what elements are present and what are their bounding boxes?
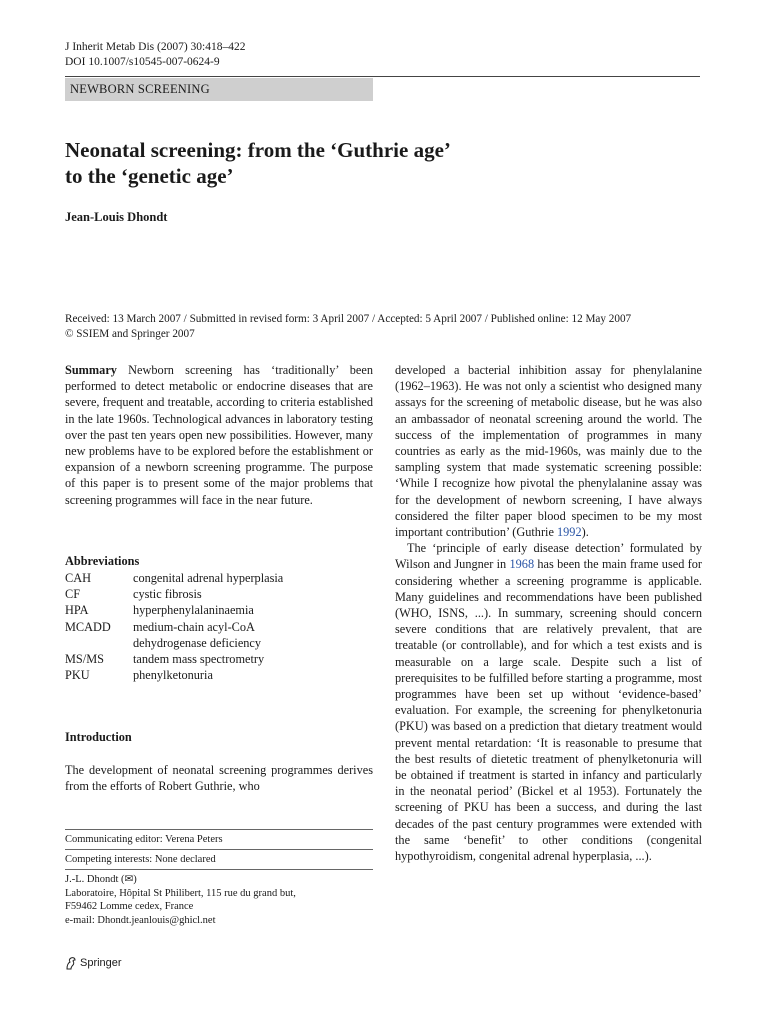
summary-block	[65, 362, 373, 508]
footnote-rule	[65, 829, 373, 830]
corresponding-address	[65, 873, 373, 927]
article-title	[65, 137, 665, 189]
paragraph: The ‘principle of early disease detection’ formulated by Wilson and Jungner in 1968 has been the main frame used for considering whether a screening programme is applicable. Many guidelines and recommendations have been published (WHO, ISNS, ...). In summary, screening should concern severe conditions that are relatively prevalent, that are treatable (or controllable), and for which a test exists and is measurable on a large scale. Despite such a list of prerequisites to be fulfilled before starting a programme, most programmes have been set up without ‘evidence-based’ evaluation. For example, the screening for phenylketonuria (PKU) was based on a prediction that dietary treatment would prevent mental retardation: ‘It is reasonable to presume that the best results of dietetic treatment of phenylketonuria will be obtained if treatment is started in infancy and particularly in the neonatal period’ (Bickel et al 1953). Fortunately the screening of PKU has been a success, and during the last decades of the past century programmes were extended with the same ‘benefit’ to other conditions (congenital hypothyroidism, congenital adrenal hyperplasia, ...).	[395, 541, 702, 864]
abbreviation-row: CAH congenital adrenal hyperplasia	[65, 571, 284, 585]
address-line: F59462 Lomme cedex, France	[65, 901, 194, 912]
title-line-2: to the ‘genetic age’	[65, 164, 234, 188]
journal-header	[65, 40, 245, 70]
abbreviation-row: CF cystic fibrosis	[65, 587, 202, 602]
abbreviation-row: MCADD medium-chain acyl-CoA	[65, 619, 255, 634]
publisher-name: Springer	[80, 957, 122, 969]
footnote-rule	[65, 849, 373, 850]
summary-label: Summary	[65, 363, 117, 377]
abbreviation-row: PKU phenylketonuria	[65, 668, 213, 683]
copyright-line: © SSIEM and Springer 2007	[65, 328, 195, 340]
journal-citation: J Inherit Metab Dis (2007) 30:418–422	[65, 41, 246, 53]
address-line: Laboratoire, Hôpital St Philibert, 115 rue du grand but,	[65, 887, 296, 899]
address-name: J.-L. Dhondt (✉)	[65, 874, 137, 885]
author-name: Jean-Louis Dhondt	[65, 210, 168, 224]
springer-horse-icon	[65, 956, 77, 970]
citation-link[interactable]: 1992	[557, 525, 582, 540]
abbreviation-row: MS/MS tandem mass spectrometry	[65, 652, 265, 667]
abbreviations-list	[65, 570, 373, 683]
summary-text: Newborn screening has ‘traditionally’ been performed to detect metabolic or endocrine diseases that are severe, frequent and treatable, according to criteria established in the late 1960s. Technological advances in laboratory testing over the past ten years open new possibilities. However, many new problems have to be explored before the establishment or expansion of a newborn screening programme. The purpose of this paper is to present some of the major problems that screening programmes will face in the near future.	[65, 363, 373, 507]
publication-dates	[65, 312, 705, 342]
communicating-editor: Communicating editor: Verena Peters	[65, 834, 223, 845]
competing-interests: Competing interests: None declared	[65, 854, 216, 865]
abbreviation-row: dehydrogenase deficiency	[133, 635, 262, 650]
footnote-rule	[65, 869, 373, 870]
abbreviations-heading: Abbreviations	[65, 554, 140, 568]
paragraph: developed a bacterial inhibition assay for phenylalanine (1962–1963). He was not only a scientist who designed many assays for the screening of metabolic disease, but he was also an ambassador of neonatal screening around the world. The success of the implementation of programmes in many countries as early as the mid-1960s, was mainly due to the sampling system that made systematic screening possible: ‘While I recognize how pivotal the phenylalanine assay was for the development of newborn screening, I have always considered the filter paper blood specimen to be my most important contribution’ (Guthrie 1992).	[395, 363, 702, 540]
header-rule	[65, 76, 700, 77]
introduction-heading: Introduction	[65, 730, 132, 744]
history-dates: Received: 13 March 2007 / Submitted in revised form: 3 April 2007 / Accepted: 5 April 2007 / Published online: 12 May 2007	[65, 313, 632, 325]
doi: DOI 10.1007/s10545-007-0624-9	[65, 56, 220, 68]
publisher-logo	[65, 956, 122, 970]
introduction-text: The development of neonatal screening programmes derives from the efforts of Robert Guthrie, who	[65, 763, 373, 794]
right-column-body	[395, 362, 702, 864]
section-banner: NEWBORN SCREENING	[65, 78, 373, 101]
abbreviation-row: HPA hyperphenylalaninaemia	[65, 603, 254, 618]
title-line-1: Neonatal screening: from the ‘Guthrie age’	[65, 138, 451, 162]
email-link[interactable]: e-mail: Dhondt.jeanlouis@ghicl.net	[65, 914, 216, 926]
citation-link[interactable]: 1968	[509, 557, 535, 572]
